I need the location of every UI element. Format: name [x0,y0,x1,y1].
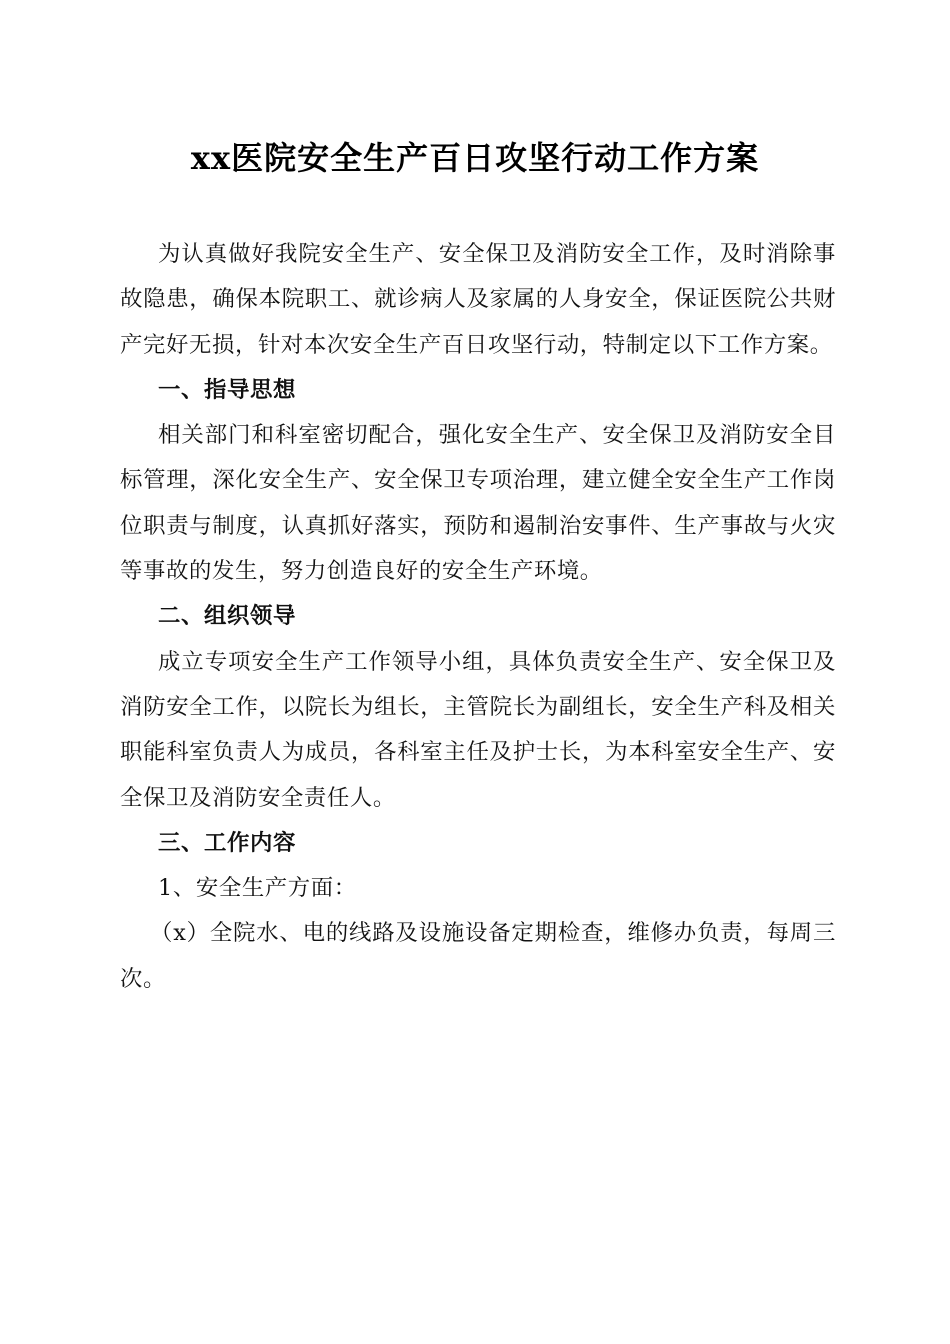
section-paragraph-guiding-ideology: 相关部门和科室密切配合，强化安全生产、安全保卫及消防安全目标管理，深化安全生产、安全保卫专项治理，建立健全安全生产工作岗位职责与制度，认真抓好落实，预防和遏制治安事件、生产事故与火灾等事故的发生，努力创造良好的安全生产环境。 [120,422,836,585]
section-paragraph-leadership: 成立专项安全生产工作领导小组，具体负责安全生产、安全保卫及消防安全工作，以院长为组长，主管院长为副组长，安全生产科及相关职能科室负责人为成员，各科室主任及护士长，为本科室安全生产、安全保卫及消防安全责任人。 [120,648,836,811]
document-body [120,232,836,1002]
section-heading-leadership: 二、组织领导 [158,603,296,630]
intro-paragraph: 为认真做好我院安全生产、安全保卫及消防安全工作，及时消除事故隐患，确保本院职工、就诊病人及家属的人身安全，保证医院公共财产完好无损，针对本次安全生产百日攻坚行动，特制定以下工作方案。 [120,241,836,358]
work-item-inspection: （x）全院水、电的线路及设施设备定期检查，维修办负责，每周三次。 [120,920,836,992]
section-heading-work-content: 三、工作内容 [158,829,296,856]
work-item-safety-production: 1、安全生产方面： [158,875,357,902]
section-heading-guiding-ideology: 一、指导思想 [158,376,296,403]
document-title: xx医院安全生产百日攻坚行动工作方案 [190,139,760,177]
